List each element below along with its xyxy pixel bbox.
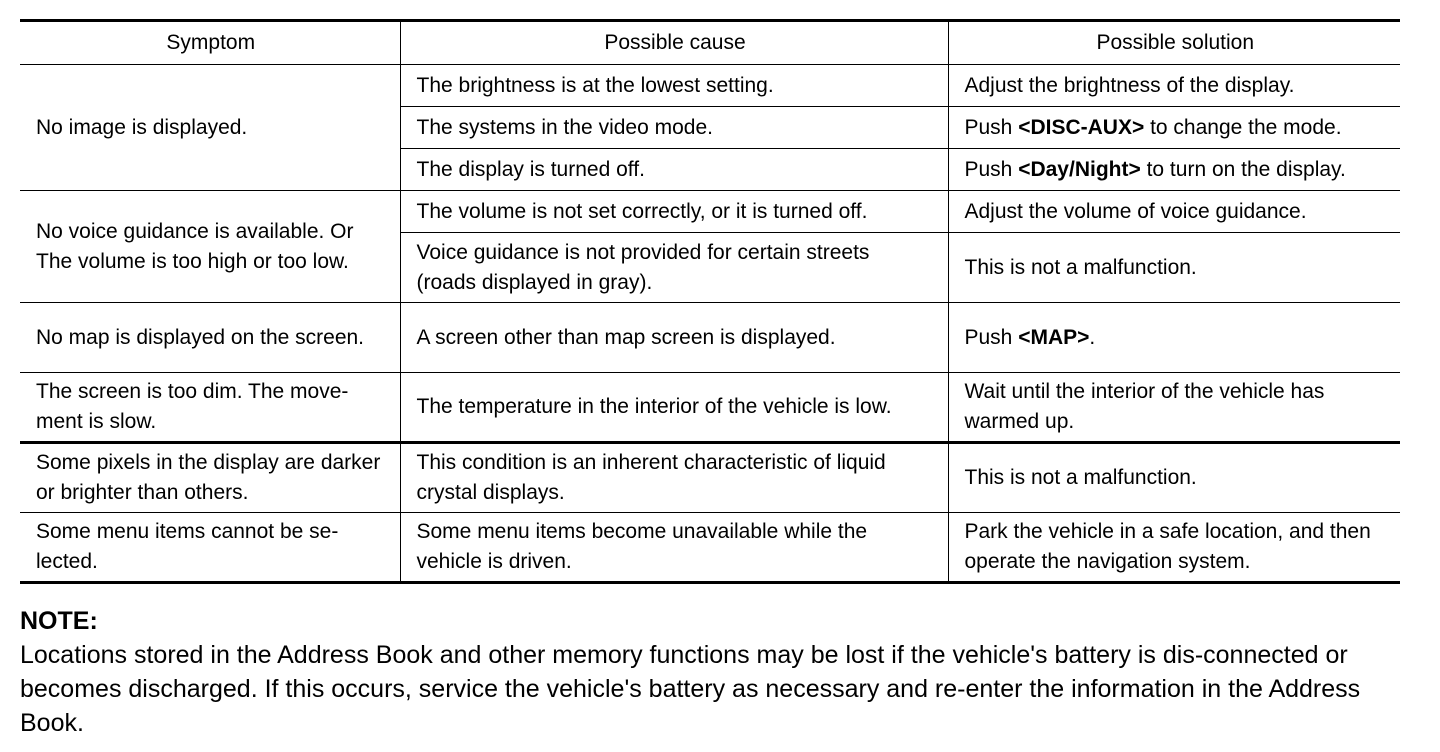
solution-text: Adjust the volume of voice guidance. xyxy=(964,199,1307,223)
cause-cell: Some menu items become unavailable while the vehicle is driven. xyxy=(400,513,948,583)
cause-cell: The brightness is at the lowest setting. xyxy=(400,65,948,107)
troubleshooting-table xyxy=(20,19,1400,584)
cause-cell: The systems in the video mode. xyxy=(400,107,948,149)
cause-cell: The volume is not set correctly, or it is turned off. xyxy=(400,191,948,233)
note-section xyxy=(20,604,1410,740)
cause-cell: A screen other than map screen is displayed. xyxy=(400,303,948,373)
symptom-cell: Some menu items cannot be se-lected. xyxy=(20,513,400,583)
button-label-disc-aux: <DISC-AUX> xyxy=(1018,115,1145,139)
note-title: NOTE: xyxy=(20,607,98,635)
symptom-cell: No image is displayed. xyxy=(20,65,400,191)
table-row xyxy=(20,191,1400,233)
solution-text: . xyxy=(1089,325,1096,349)
solution-cell xyxy=(948,233,1400,303)
solution-cell xyxy=(948,513,1400,583)
table-row xyxy=(20,303,1400,373)
solution-cell xyxy=(948,65,1400,107)
header-possible-solution: Possible solution xyxy=(948,21,1400,65)
table-header-row xyxy=(20,21,1400,65)
solution-text: Wait until the interior of the vehicle has warmed up. xyxy=(964,380,1325,433)
solution-text: This is not a malfunction. xyxy=(964,466,1197,489)
header-symptom: Symptom xyxy=(20,21,400,65)
solution-cell xyxy=(948,107,1400,149)
symptom-cell: No voice guidance is available. Or The volume is too high or too low. xyxy=(20,191,400,303)
button-label-day-night: <Day/Night> xyxy=(1018,157,1141,181)
note-body: Locations stored in the Address Book and other memory functions may be lost if the vehicle's battery is dis-connected or becomes discharged. If this occurs, service the vehicle's battery as necessary and re-enter the information in the Address Book. xyxy=(20,641,1361,737)
solution-cell xyxy=(948,191,1400,233)
cause-cell: Voice guidance is not provided for certain streets (roads displayed in gray). xyxy=(400,233,948,303)
cause-cell: The display is turned off. xyxy=(400,149,948,191)
table-row xyxy=(20,443,1400,513)
header-possible-cause: Possible cause xyxy=(400,21,948,65)
solution-text: to change the mode. xyxy=(1144,115,1342,139)
button-label-map: <MAP> xyxy=(1018,325,1090,349)
solution-text: Push xyxy=(964,115,1019,139)
table-row xyxy=(20,65,1400,107)
solution-cell xyxy=(948,149,1400,191)
solution-text: to turn on the display. xyxy=(1140,157,1346,181)
cause-cell: This condition is an inherent characteristic of liquid crystal displays. xyxy=(400,443,948,513)
cause-cell: The temperature in the interior of the vehicle is low. xyxy=(400,373,948,443)
solution-cell xyxy=(948,303,1400,373)
solution-text: Push xyxy=(964,157,1019,181)
solution-text: Park the vehicle in a safe location, and then operate the navigation system. xyxy=(964,520,1371,573)
symptom-cell: The screen is too dim. The move-ment is slow. xyxy=(20,373,400,443)
solution-cell xyxy=(948,443,1400,513)
symptom-cell: Some pixels in the display are darker or brighter than others. xyxy=(20,443,400,513)
table-row xyxy=(20,513,1400,583)
solution-text: Adjust the brightness of the display. xyxy=(964,73,1295,97)
solution-text: Push xyxy=(964,325,1019,349)
solution-cell xyxy=(948,373,1400,443)
table-row xyxy=(20,373,1400,443)
solution-text: This is not a malfunction. xyxy=(964,255,1197,279)
symptom-cell: No map is displayed on the screen. xyxy=(20,303,400,373)
